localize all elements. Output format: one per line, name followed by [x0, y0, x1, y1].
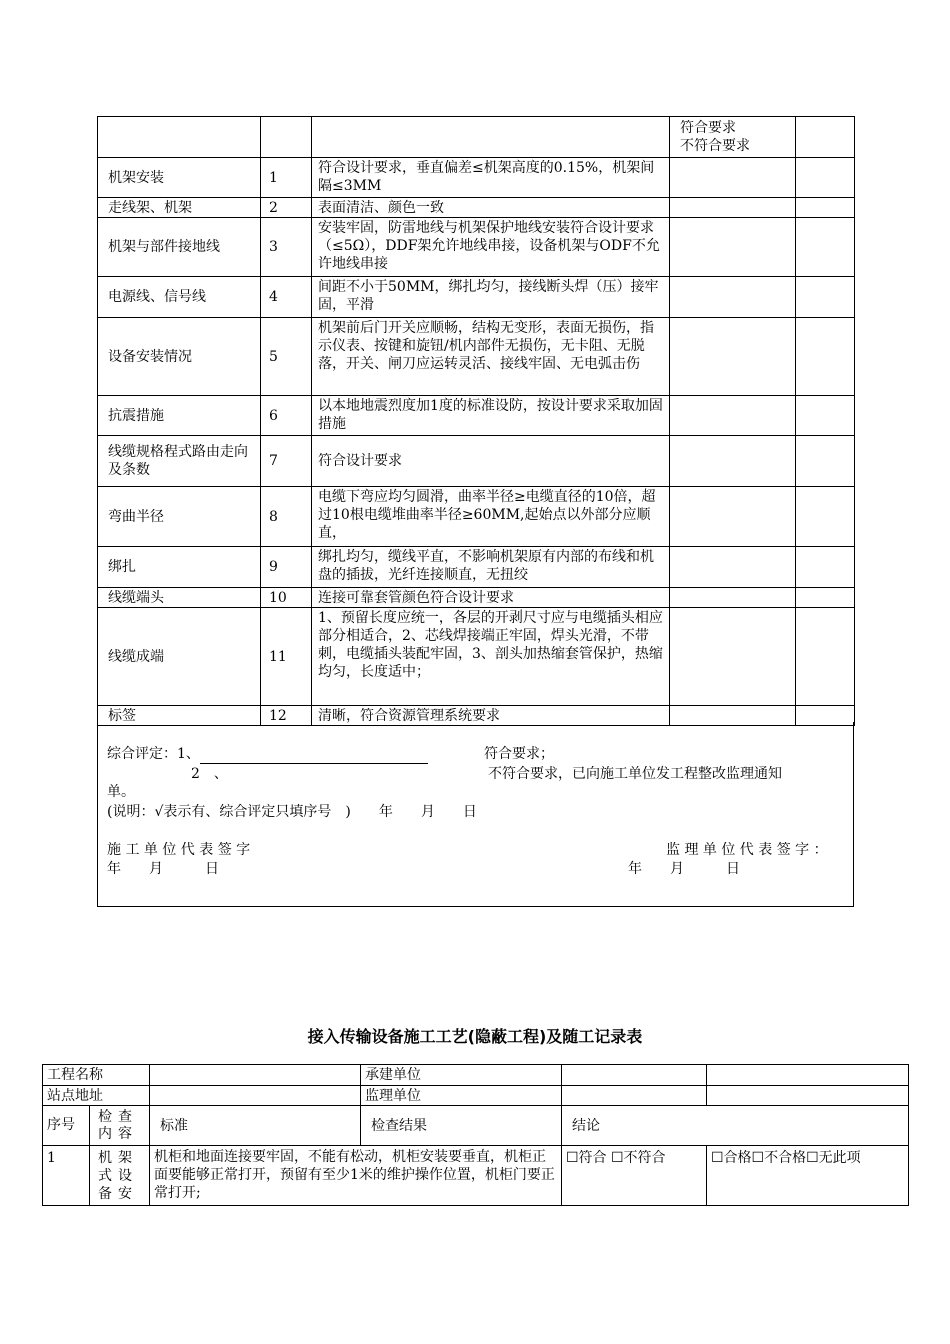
row-item: 标签 [98, 706, 261, 726]
check-cell[interactable] [796, 198, 855, 218]
table-row [98, 608, 855, 706]
row-standard: 清晰，符合资源管理系统要求 [312, 706, 670, 726]
eval-blank-field[interactable] [200, 747, 428, 764]
header-result-cell [670, 117, 796, 158]
row-num: 3 [261, 218, 312, 277]
row-item: 绑扎 [98, 547, 261, 588]
note-text: (说明：√表示有、综合评定只填序号 ) 年 月 日 [107, 804, 477, 820]
row-num: 9 [261, 547, 312, 588]
result-cell[interactable] [670, 277, 796, 318]
row-item: 设备安装情况 [98, 318, 261, 396]
result-cell[interactable] [670, 547, 796, 588]
check-cell[interactable] [796, 547, 855, 588]
row-item: 抗震措施 [98, 396, 261, 436]
header-item-cell [98, 117, 261, 158]
col-conclusion-header: 结论 [562, 1106, 909, 1146]
record-table [42, 1064, 909, 1206]
col-standard-header: 标准 [150, 1106, 361, 1146]
check-cell[interactable] [796, 318, 855, 396]
row-standard: 以本地地震烈度加1度的标准设防，按设计要求采取加固措施 [312, 396, 670, 436]
table-row [98, 436, 855, 487]
row-num: 1 [261, 158, 312, 198]
result-cell[interactable] [670, 218, 796, 277]
row-item: 线缆成端 [98, 608, 261, 706]
check-cell[interactable] [796, 588, 855, 608]
row-result[interactable]: ☐符合 ☐不符合 [562, 1146, 707, 1206]
row-standard: 表面清洁、颜色一致 [312, 198, 670, 218]
row-item: 机架与部件接地线 [98, 218, 261, 277]
row-standard: 电缆下弯应均匀圆滑，曲率半径≥电缆直径的10倍，超过10根电缆堆曲率半径≥60MM,起始点以外部分应顺直， [312, 487, 670, 547]
supervisor-extra[interactable] [707, 1086, 909, 1106]
row-standard: 符合设计要求 [312, 436, 670, 487]
supervisor-value[interactable] [562, 1086, 707, 1106]
contractor-value[interactable] [562, 1065, 707, 1086]
supervisor-sign-label: 监 理 单 位 代 表 签 字 ： [666, 842, 828, 858]
constructor-sign-label: 施 工 单 位 代 表 签 字 [107, 842, 251, 858]
record-table-title: 接入传输设备施工工艺(隐蔽工程)及随工记录表 [307, 1027, 643, 1046]
eval-label: 综合评定：1、 [107, 746, 200, 762]
date-right: 年 月 日 [628, 861, 740, 877]
col-item-header: 检查内容 [90, 1106, 150, 1146]
result-cell[interactable] [670, 608, 796, 706]
table-row [98, 277, 855, 318]
result-cell[interactable] [670, 436, 796, 487]
header-not-meets: 不符合要求 [680, 138, 750, 154]
table-row [43, 1146, 909, 1206]
row-item: 机架安装 [98, 158, 261, 198]
row-standard: 机柜和地面连接要牢固，不能有松动，机柜安装要垂直，机柜正面要能够正常打开，预留有至少1米的维护操作位置，机柜门要正常打开; [150, 1146, 562, 1206]
evaluation-summary [97, 722, 854, 907]
inspection-table [97, 116, 855, 726]
project-name-label: 工程名称 [43, 1065, 150, 1086]
row-conclusion[interactable]: ☐合格☐不合格☐无此项 [707, 1146, 909, 1206]
row-item: 线缆规格程式路由走向及条数 [98, 436, 261, 487]
row-standard: 符合设计要求，垂直偏差≤机架高度的0.15%，机架间隔≤3MM [312, 158, 670, 198]
result-cell[interactable] [670, 318, 796, 396]
result-cell[interactable] [670, 158, 796, 198]
table-row [98, 487, 855, 547]
row-item: 机架式设备安 [90, 1146, 150, 1206]
contractor-extra[interactable] [707, 1065, 909, 1086]
check-cell[interactable] [796, 396, 855, 436]
row-num: 4 [261, 277, 312, 318]
check-cell[interactable] [796, 158, 855, 198]
site-address-label: 站点地址 [43, 1086, 150, 1106]
result-cell[interactable] [670, 396, 796, 436]
date-left: 年 月 日 [107, 861, 219, 877]
header-standard-cell [312, 117, 670, 158]
table-row [98, 218, 855, 277]
header-num-cell [261, 117, 312, 158]
col-result-header: 检查结果 [361, 1106, 562, 1146]
row-standard: 间距不小于50MM，绑扎均匀，接线断头焊（压）接牢固，平滑 [312, 277, 670, 318]
not-meets-text: 不符合要求，已向施工单位发工程整改监理通知 [488, 766, 782, 782]
table-row [98, 318, 855, 396]
row-standard: 安装牢固，防雷地线与机架保护地线安装符合设计要求（≤5Ω），DDF架允许地线串接，设备机架与ODF不允许地线串接 [312, 218, 670, 277]
site-address-value[interactable] [150, 1086, 361, 1106]
check-cell[interactable] [796, 436, 855, 487]
check-cell[interactable] [796, 487, 855, 547]
row-num: 10 [261, 588, 312, 608]
table-row [98, 547, 855, 588]
table-row [98, 198, 855, 218]
table-row [98, 396, 855, 436]
row-num: 6 [261, 396, 312, 436]
check-cell[interactable] [796, 277, 855, 318]
row-item: 走线架、机架 [98, 198, 261, 218]
row-item: 线缆端头 [98, 588, 261, 608]
row-standard: 1、预留长度应统一，各层的开剥尺寸应与电缆插头相应部分相适合，2、芯线焊接端正牢固，焊头光滑，不带刺，电缆插头装配牢固，3、剖头加热缩套管保护，热缩均匀，长度适中； [312, 608, 670, 706]
supervisor-label: 监理单位 [361, 1086, 562, 1106]
result-cell[interactable] [670, 198, 796, 218]
header-meets: 符合要求 [680, 120, 736, 136]
contractor-label: 承建单位 [361, 1065, 562, 1086]
project-name-value[interactable] [150, 1065, 361, 1086]
row-num: 2 [261, 198, 312, 218]
table-row [98, 588, 855, 608]
check-cell[interactable] [796, 218, 855, 277]
row-standard: 机架前后门开关应顺畅，结构无变形，表面无损伤，指示仪表、按键和旋钮/机内部件无损伤，无卡阻、无脱落，开关、闸刀应运转灵活、接线牢固、无电弧击伤 [312, 318, 670, 396]
row-num: 11 [261, 608, 312, 706]
row-num: 7 [261, 436, 312, 487]
row-num: 5 [261, 318, 312, 396]
row-num: 12 [261, 706, 312, 726]
not-meets-cont: 单。 [107, 784, 135, 800]
result-cell[interactable] [670, 487, 796, 547]
check-cell[interactable] [796, 608, 855, 706]
header-check-cell [796, 117, 855, 158]
table-row [98, 158, 855, 198]
row-seq: 1 [43, 1146, 90, 1206]
result-cell[interactable] [670, 588, 796, 608]
meets-text: 符合要求； [484, 746, 554, 762]
row-standard: 绑扎均匀，缆线平直，不影响机架原有内部的布线和机盘的插拔，光纤连接顺直，无扭绞 [312, 547, 670, 588]
eval-item-2: 2 、 [191, 766, 228, 782]
col-seq-header: 序号 [43, 1106, 90, 1146]
row-item: 电源线、信号线 [98, 277, 261, 318]
eval-line-1 [107, 744, 428, 764]
row-num: 8 [261, 487, 312, 547]
row-standard: 连接可靠套管颜色符合设计要求 [312, 588, 670, 608]
row-item: 弯曲半径 [98, 487, 261, 547]
